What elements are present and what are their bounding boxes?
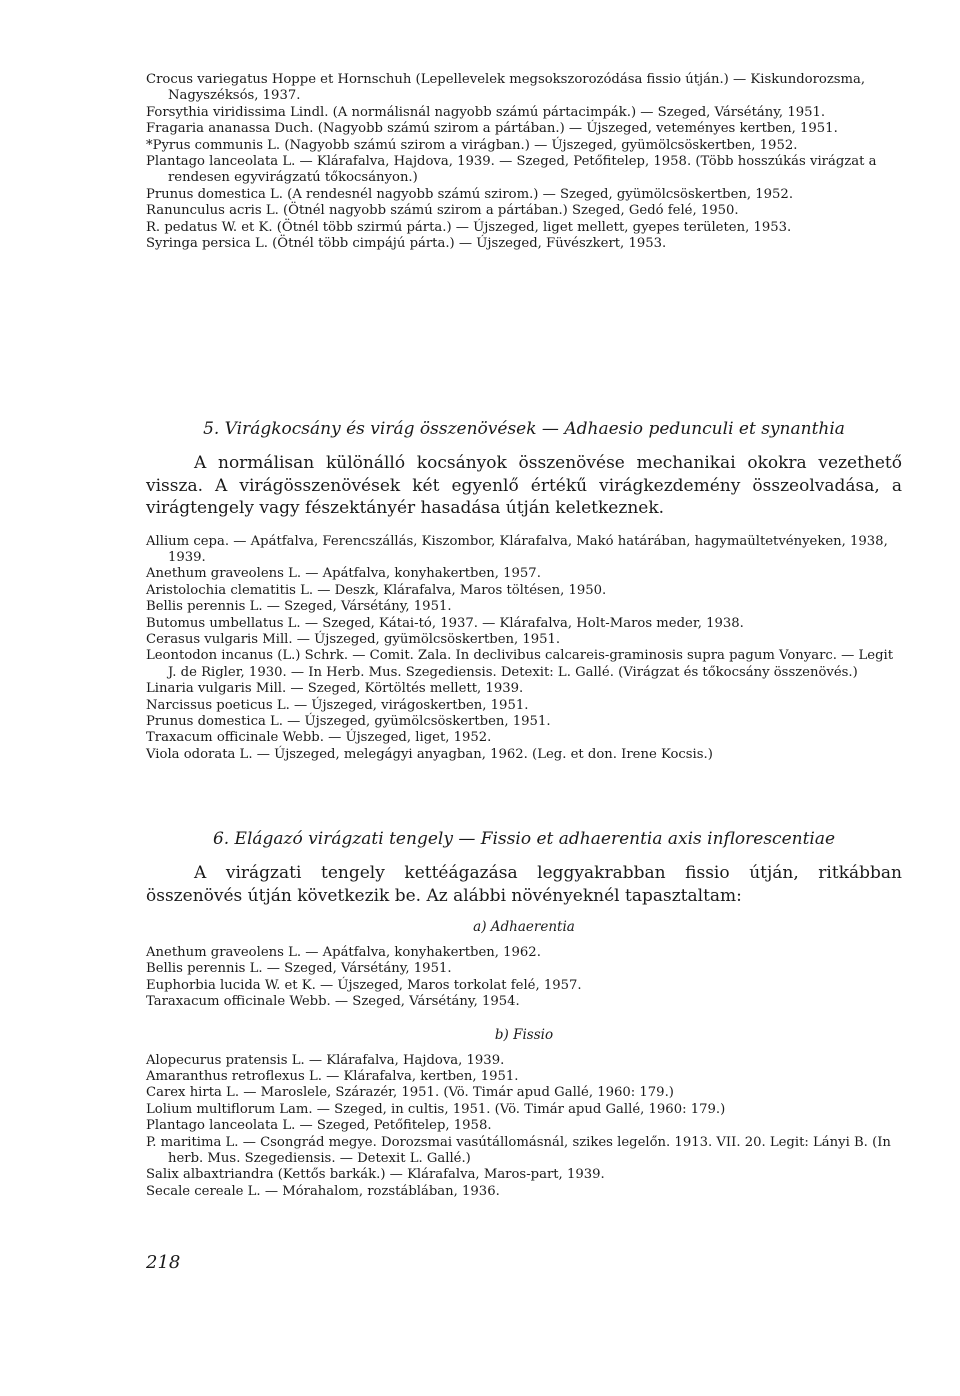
section-6 (146, 828, 902, 1200)
section-5-entries (146, 534, 902, 764)
section-heading: 5. Virágkocsány és virág összenövések — Adhaesio pedunculi et synanthia (203, 419, 845, 439)
section-paragraph: A virágzati tengely kettéágazása leggyakrabban fissio útján, ritkábban összenövés útján következik be. Az alábbi növényeknél tapasztaltam: (146, 863, 902, 906)
entry: Taraxacum officinale Webb. — Szeged, Vársétány, 1954. (146, 994, 520, 1010)
entry: Cerasus vulgaris Mill. — Újszeged, gyümölcsöskertben, 1951. (146, 631, 561, 647)
entry: Bellis perennis L. — Szeged, Vársétány, 1951. (146, 961, 452, 977)
entry: Bellis perennis L. — Szeged, Vársétány, 1951. (146, 599, 452, 615)
subsection-heading: a) Adhaerentia (473, 919, 575, 935)
entry: Carex hirta L. — Maroslele, Szárazér, 1951. (Vö. Timár apud Gallé, 1960: 179.) (146, 1085, 674, 1101)
entry: Forsythia viridissima Lindl. (A normálisnál nagyobb számú pártacimpák.) — Szeged, Vársétány, 1951. (146, 104, 826, 120)
subsection-heading: b) Fissio (494, 1026, 554, 1043)
entry: Narcissus poeticus L. — Újszeged, virágoskertben, 1951. (146, 697, 529, 713)
entry: Aristolochia clematitis L. — Deszk, Klárafalva, Maros töltésen, 1950. (146, 582, 607, 598)
entry: *Pyrus communis L. (Nagyobb számú szirom a virágban.) — Újszeged, gyümölcsöskertben, 1952. (146, 137, 798, 153)
entry: Salix albaxtriandra (Kettős barkák.) — Klárafalva, Maros-part, 1939. (146, 1167, 605, 1183)
entry: Crocus variegatus Hoppe et Hornschuh (Lepellevelek megsokszorozódása fissio útján.) — Kiskundorozsma, Nagyszéksós, 1937. (146, 72, 866, 104)
entry: Euphorbia lucida W. et K. — Újszeged, Maros torkolat felé, 1957. (146, 977, 582, 993)
entry: Syringa persica L. (Ötnél több cimpájú párta.) — Újszeged, Füvészkert, 1953. (146, 236, 667, 252)
entry: R. pedatus W. et K. (Ötnél több szirmú párta.) — Újszeged, liget mellett, gyepes területen, 1953. (146, 219, 792, 235)
entry: Amaranthus retroflexus L. — Klárafalva, kertben, 1951. (146, 1069, 519, 1085)
section-5 (146, 418, 902, 763)
entry: Anethum graveolens L. — Apátfalva, konyhakertben, 1957. (146, 566, 541, 582)
entry: Plantago lanceolata L. — Klárafalva, Hajdova, 1939. — Szeged, Petőfitelep, 1958. (Több hosszúkás virágzat a rendesen egyvirágzatú tőkocsányon.) (146, 154, 877, 186)
entry: Plantago lanceolata L. — Szeged, Petőfitelep, 1958. (146, 1118, 492, 1134)
entry: Secale cereale L. — Mórahalom, rozstáblában, 1936. (146, 1183, 500, 1199)
entry: Ranunculus acris L. (Ötnél nagyobb számú szirom a pártában.) Szeged, Gedó felé, 1950. (146, 203, 739, 219)
entry: Allium cepa. — Apátfalva, Ferencszállás, Kiszombor, Klárafalva, Makó határában, hagymaültetvényeken, 1938, 1939. (146, 533, 888, 565)
entry: P. maritima L. — Csongrád megye. Dorozsmai vasútállomásnál, szikes legelőn. 1913. VII. 20. Legit: Lányi B. (In herb. Mus. Szegediensis. — Detexit L. Gallé.) (146, 1134, 891, 1167)
section-4-entries (146, 72, 902, 252)
entry: Prunus domestica L. (A rendesnél nagyobb számú szirom.) — Szeged, gyümölcsöskertben, 1952. (146, 186, 794, 202)
entry: Viola odorata L. — Újszeged, melegágyi anyagban, 1962. (Leg. et don. Irene Kocsis.) (146, 746, 713, 762)
subsection-b-entries (146, 1053, 902, 1201)
entry: Anethum graveolens L. — Apátfalva, konyhakertben, 1962. (146, 945, 541, 960)
section-paragraph: A normálisan különálló kocsányok összenövése mechanikai okokra vezethető vissza. A virágösszenövések két egyenlő értékű virágkezdemény összeolvadása, a virágtengely vagy fészektányér hasadása útján keletkeznek. (146, 453, 902, 518)
entry: Linaria vulgaris Mill. — Szeged, Körtöltés mellett, 1939. (146, 681, 524, 697)
entry: Fragaria ananassa Duch. (Nagyobb számú szirom a pártában.) — Újszeged, veteményes kertben, 1951. (146, 121, 838, 137)
entry: Butomus umbellatus L. — Szeged, Kátai-tó, 1937. — Klárafalva, Holt-Maros meder, 1938. (146, 615, 744, 631)
subsection-a-entries (146, 945, 902, 1011)
section-heading: 6. Elágazó virágzati tengely — Fissio et adhaerentia axis inflorescentiae (212, 829, 836, 849)
entry: Alopecurus pratensis L. — Klárafalva, Hajdova, 1939. (146, 1052, 505, 1068)
entry: Lolium multiflorum Lam. — Szeged, in cultis, 1951. (Vö. Timár apud Gallé, 1960: 179.) (146, 1101, 726, 1117)
entry: Prunus domestica L. — Újszeged, gyümölcsöskertben, 1951. (146, 713, 551, 729)
entry: Leontodon incanus (L.) Schrk. — Comit. Zala. In declivibus calcareis-graminosis supra pagum Vonyarc. — Legit J. de Rigler, 1930. — In Herb. Mus. Szegediensis. Detexit: L. Gallé. (Virágzat és tőkocsány összenövés.) (146, 648, 894, 680)
entry: Traxacum officinale Webb. — Újszeged, liget, 1952. (146, 730, 492, 746)
page-number: 218 (146, 1252, 181, 1273)
